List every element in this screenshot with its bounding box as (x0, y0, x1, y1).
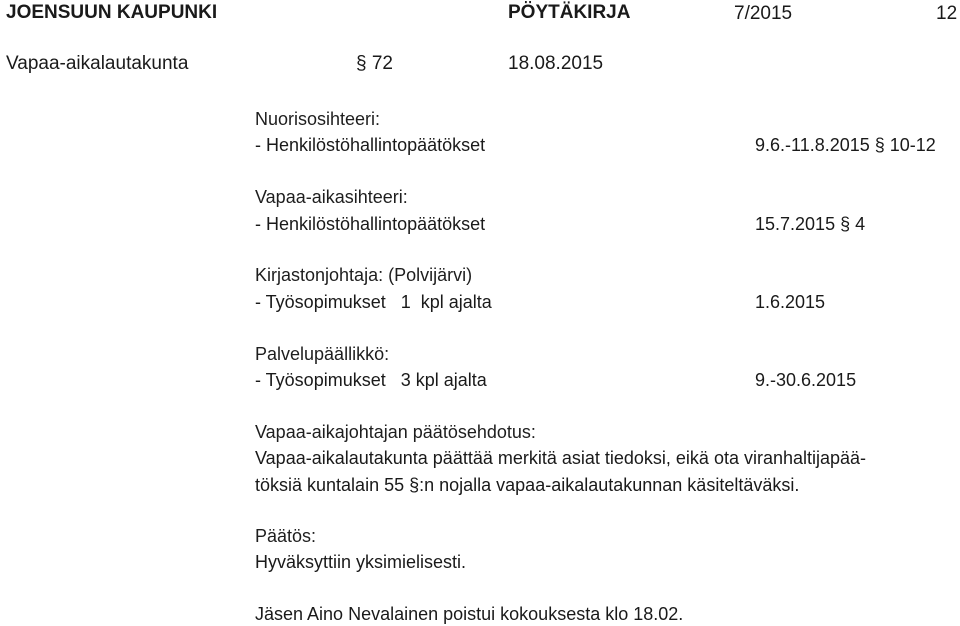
proposal-text-line1: Vapaa-aikalautakunta päättää merkitä asiat tiedoksi, eikä ota viranhaltijapää- (255, 448, 867, 468)
section-item: - Työsopimukset 3 kpl ajalta (255, 370, 487, 390)
section-value: 15.7.2015 § 4 (755, 214, 866, 234)
proposal-title: Vapaa-aikajohtajan päätösehdotus: (255, 422, 536, 442)
section-value: 9.6.-11.8.2015 § 10-12 (755, 135, 936, 155)
document-number: 7/2015 (734, 3, 793, 24)
section-item: - Henkilöstöhallintopäätökset (255, 214, 486, 234)
document-type: PÖYTÄKIRJA (508, 2, 631, 23)
section-item: - Henkilöstöhallintopäätökset (255, 135, 486, 155)
section-item: - Työsopimukset 1 kpl ajalta (255, 292, 492, 312)
page-number: 12 (936, 3, 958, 24)
committee-name: Vapaa-aikalautakunta (6, 53, 189, 74)
section-title-kirjastonjohtaja: Kirjastonjohtaja: (Polvijärvi) (255, 265, 473, 285)
section-title-nuorisosihteeri: Nuorisosihteeri: (255, 109, 381, 129)
proposal-text-line2: töksiä kuntalain 55 §:n nojalla vapaa-aikalautakunnan käsiteltäväksi. (255, 475, 800, 495)
meeting-date: 18.08.2015 (508, 53, 604, 74)
section-value: 1.6.2015 (755, 292, 826, 312)
section-value: 9.-30.6.2015 (755, 370, 857, 390)
section-title-palvelupaallikko: Palvelupäällikkö: (255, 344, 390, 364)
org-name: JOENSUUN KAUPUNKI (6, 2, 218, 23)
meeting-note: Jäsen Aino Nevalainen poistui kokouksesta klo 18.02. (255, 604, 684, 624)
decision-text: Hyväksyttiin yksimielisesti. (255, 552, 467, 572)
section-title-vapaa-aikasihteeri: Vapaa-aikasihteeri: (255, 187, 408, 207)
section-reference: § 72 (356, 53, 393, 74)
decision-title: Päätös: (255, 526, 317, 546)
